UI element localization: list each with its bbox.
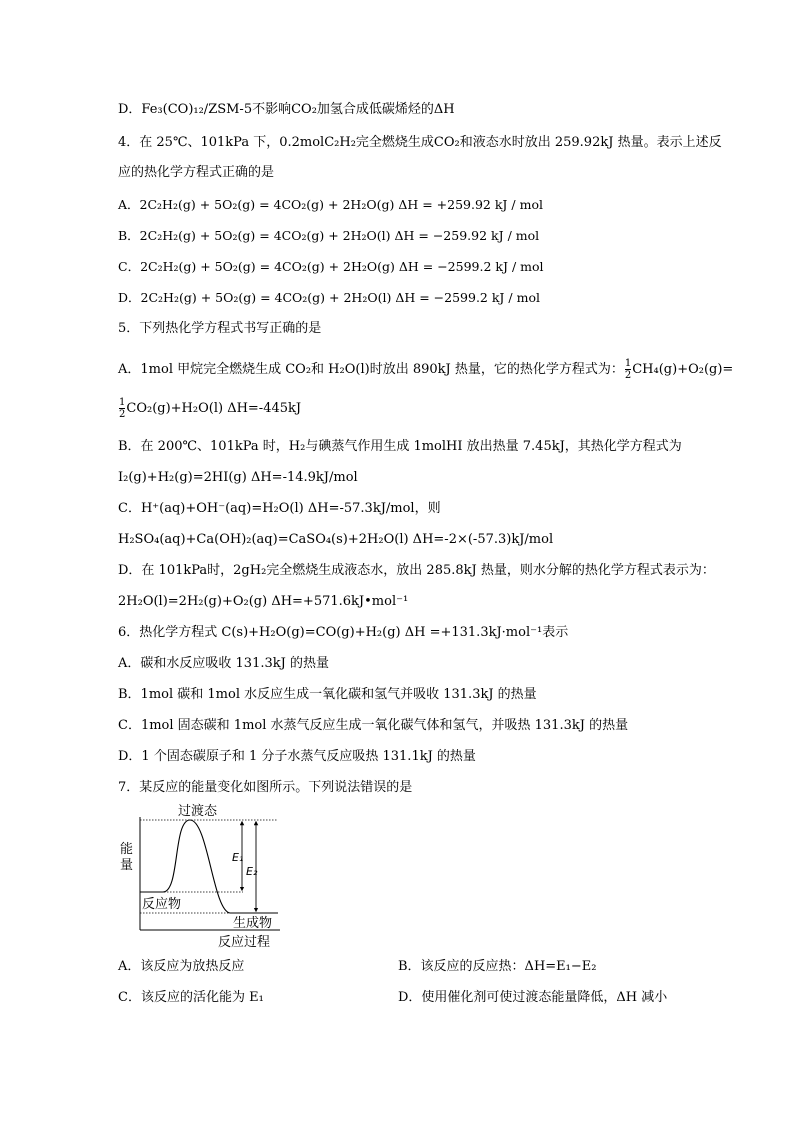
q4-option-d: D．2C₂H₂(g) + 5O₂(g) = 4CO₂(g) + 2H₂O(l) ΔH = −2599.2 kJ / mol xyxy=(118,290,540,305)
transition-state-label: 过渡态 xyxy=(178,804,218,819)
q4-stem-line2: 应的热化学方程式正确的是 xyxy=(118,165,275,180)
e1-label: E₁ xyxy=(232,851,244,864)
q5-option-a-line2 xyxy=(118,397,301,420)
q5-option-c-line1: C．H⁺(aq)+OH⁻(aq)=H₂O(l) ΔH=-57.3kJ/mol，则 xyxy=(118,501,441,516)
q5-option-b-line2: I₂(g)+H₂(g)=2HI(g) ΔH=-14.9kJ/mol xyxy=(118,470,358,485)
q4-stem-line1: 4．在 25℃、101kPa 下，0.2molC₂H₂完全燃烧生成CO₂和液态水时放出 259.92kJ 热量。表示上述反 xyxy=(118,135,722,150)
q7-option-b: B．该反应的反应热：ΔH=E₁−E₂ xyxy=(398,959,597,974)
q4-option-c: C．2C₂H₂(g) + 5O₂(g) = 4CO₂(g) + 2H₂O(g) ΔH = −2599.2 kJ / mol xyxy=(118,259,544,274)
q5-option-a-equation-2: CO₂(g)+H₂O(l) ΔH=-445kJ xyxy=(126,401,302,416)
fraction-half: $\frac{1}{2}$ xyxy=(624,358,632,381)
q5-option-a-line1 xyxy=(118,358,733,381)
q7-option-d: D．使用催化剂可使过渡态能量降低，ΔH 减小 xyxy=(398,990,668,1005)
q6-option-b: B．1mol 碳和 1mol 水反应生成一氧化碳和氢气并吸收 131.3kJ 的热量 xyxy=(118,687,537,702)
y-label-2: 量 xyxy=(120,858,134,873)
q6-stem: 6．热化学方程式 C(s)+H₂O(g)=CO(g)+H₂(g) ΔH =+131.3kJ·mol⁻¹表示 xyxy=(118,625,569,640)
fraction-half: $\frac{1}{2}$ xyxy=(119,397,126,420)
q5-option-a-equation: CH₄(g)+O₂(g)= xyxy=(632,362,734,377)
products-label: 生成物 xyxy=(233,916,273,931)
q4-option-b: B．2C₂H₂(g) + 5O₂(g) = 4CO₂(g) + 2H₂O(l) ΔH = −259.92 kJ / mol xyxy=(118,228,540,243)
energy-diagram xyxy=(118,803,298,950)
q7-stem: 7．某反应的能量变化如图所示。下列说法错误的是 xyxy=(118,780,413,795)
q5-stem: 5．下列热化学方程式书写正确的是 xyxy=(118,321,322,336)
q6-option-c: C．1mol 固态碳和 1mol 水蒸气反应生成一氧化碳气体和氢气，并吸热 131.3kJ 的热量 xyxy=(118,718,629,733)
x-label: 反应过程 xyxy=(218,935,271,950)
q5-option-d-line1: D．在 101kPa时，2gH₂完全燃烧生成液态水，放出 285.8kJ 热量，则水分解的热化学方程式表示为： xyxy=(118,563,715,578)
q5-option-b-line1: B．在 200℃、101kPa 时，H₂与碘蒸气作用生成 1molHI 放出热量 7.45kJ，其热化学方程式为 xyxy=(118,439,682,454)
q7-option-a: A．该反应为放热反应 xyxy=(118,959,245,974)
q6-option-a: A．碳和水反应吸收 131.3kJ 的热量 xyxy=(118,656,329,671)
e2-label: E₂ xyxy=(246,865,258,878)
q7-option-c: C．该反应的活化能为 E₁ xyxy=(118,990,264,1005)
q5-option-d-line2: 2H₂O(l)=2H₂(g)+O₂(g) ΔH=+571.6kJ•mol⁻¹ xyxy=(118,594,409,609)
reactants-label: 反应物 xyxy=(142,897,182,912)
q5-option-a-text: A．1mol 甲烷完全燃烧生成 CO₂和 H₂O(l)时放出 890kJ 热量，它的热化学方程式为： xyxy=(118,362,624,377)
q5-option-c-line2: H₂SO₄(aq)+Ca(OH)₂(aq)=CaSO₄(s)+2H₂O(l) ΔH=-2×(-57.3)kJ/mol xyxy=(118,532,554,547)
q6-option-d: D．1 个固态碳原子和 1 分子水蒸气反应吸热 131.1kJ 的热量 xyxy=(118,749,476,764)
q4-option-a: A．2C₂H₂(g) + 5O₂(g) = 4CO₂(g) + 2H₂O(g) ΔH = +259.92 kJ / mol xyxy=(118,197,543,212)
y-label-1: 能 xyxy=(120,842,134,857)
q3-option-d: D．Fe₃(CO)₁₂/ZSM-5不影响CO₂加氢合成低碳烯烃的ΔH xyxy=(118,102,455,117)
